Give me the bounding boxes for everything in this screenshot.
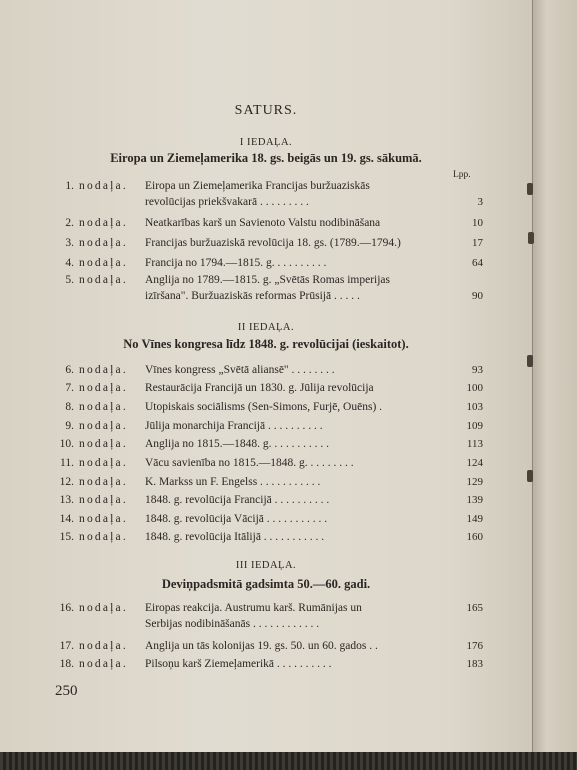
chapter-word: nodaļa.: [79, 237, 128, 249]
chapter-number: 6.: [65, 364, 74, 376]
chapter-word: nodaļa.: [79, 658, 128, 670]
chapter-number: 7.: [65, 382, 74, 394]
chapter-word: nodaļa.: [79, 457, 128, 469]
page-title: SATURS.: [234, 103, 298, 118]
chapter-title-line: Vācu savienība no 1815.—1848. g. . . . . . . . .: [145, 457, 354, 469]
page-number: 17: [472, 237, 483, 249]
chapter-number: 11.: [60, 457, 74, 469]
chapter-title-line: Pilsoņu karš Ziemeļamerikā . . . . . . . . . .: [145, 658, 332, 670]
page-number: 10: [472, 217, 483, 229]
chapter-title-line: revolūcijas priekšvakarā . . . . . . . . .: [145, 196, 309, 208]
chapter-word: nodaļa.: [79, 513, 128, 525]
table-surface: [0, 752, 577, 770]
binding-thread: [528, 232, 534, 244]
section-label: III IEDAĻA.: [235, 560, 297, 571]
binding-thread: [527, 355, 533, 367]
page-number: 3: [477, 196, 483, 208]
chapter-number: 3.: [65, 237, 74, 249]
page-number: 139: [466, 494, 483, 506]
chapter-number: 8.: [65, 401, 74, 413]
page-number: 165: [466, 602, 483, 614]
page-number: 93: [472, 364, 483, 376]
chapter-number: 9.: [65, 420, 74, 432]
chapter-word: nodaļa.: [79, 180, 128, 192]
chapter-title-line: Eiropas reakcija. Austrumu karš. Rumānijas un: [145, 602, 362, 614]
page-number: 103: [466, 401, 483, 413]
page-number: 149: [466, 513, 483, 525]
chapter-word: nodaļa.: [79, 257, 128, 269]
chapter-title-line: Anglija no 1789.—1815. g. „Svētās Romas imperijas: [145, 274, 390, 286]
page-number: 64: [472, 257, 483, 269]
chapter-word: nodaļa.: [79, 438, 128, 450]
chapter-number: 5.: [65, 274, 74, 286]
chapter-title-line: Jūlija monarchija Francijā . . . . . . . . . .: [145, 420, 323, 432]
chapter-number: 12.: [59, 476, 74, 488]
chapter-number: 2.: [65, 217, 74, 229]
chapter-title-line: K. Markss un F. Engelss . . . . . . . . . . .: [145, 476, 321, 488]
section-heading: Eiropa un Ziemeļamerika 18. gs. beigās un 19. gs. sākumā.: [110, 151, 422, 165]
binding-thread: [527, 470, 533, 482]
page-number: 160: [466, 531, 483, 543]
chapter-number: 10.: [59, 438, 74, 450]
chapter-number: 1.: [65, 180, 74, 192]
chapter-title-line: Restaurācija Francijā un 1830. g. Jūlija revolūcija: [145, 382, 374, 394]
chapter-word: nodaļa.: [79, 494, 128, 506]
page-column-label: Lpp.: [453, 170, 471, 180]
chapter-title-line: 1848. g. revolūcija Francijā . . . . . . . . . .: [145, 494, 330, 506]
chapter-number: 17.: [59, 640, 74, 652]
chapter-word: nodaļa.: [79, 364, 128, 376]
chapter-word: nodaļa.: [79, 476, 128, 488]
page-number: 183: [466, 658, 483, 670]
chapter-word: nodaļa.: [79, 531, 128, 543]
section-label: II IEDAĻA.: [237, 322, 295, 333]
chapter-word: nodaļa.: [79, 274, 128, 286]
page-number: 109: [466, 420, 483, 432]
chapter-title-line: 1848. g. revolūcija Itālijā . . . . . . . . . . .: [145, 531, 325, 543]
section-label: I IEDAĻA.: [239, 137, 293, 148]
chapter-number: 14.: [59, 513, 74, 525]
section-heading: Deviņpadsmitā gadsimta 50.—60. gadi.: [161, 577, 371, 591]
chapter-title-line: Vīnes kongress „Svētā aliansē" . . . . . . . .: [145, 364, 335, 376]
page-number: 124: [466, 457, 483, 469]
chapter-title-line: izīršana". Buržuaziskās reformas Prūsijā . . . . .: [145, 290, 360, 302]
chapter-number: 18.: [59, 658, 74, 670]
page-number: 90: [472, 290, 483, 302]
page-number: 113: [466, 438, 483, 450]
chapter-word: nodaļa.: [79, 217, 128, 229]
chapter-number: 15.: [59, 531, 74, 543]
chapter-title-line: Francija no 1794.—1815. g. . . . . . . . . .: [145, 257, 327, 269]
section-heading: No Vīnes kongresa līdz 1848. g. revolūcijai (ieskaitot).: [123, 337, 409, 351]
chapter-word: nodaļa.: [79, 640, 128, 652]
page-folio-number: 250: [55, 683, 78, 699]
page-number: 176: [466, 640, 483, 652]
chapter-title-line: Utopiskais sociālisms (Sen-Simons, Furjē, Ouēns) .: [145, 401, 383, 413]
chapter-title-line: Anglija no 1815.—1848. g. . . . . . . . . . .: [145, 438, 329, 450]
chapter-title-line: Francijas buržuaziskā revolūcija 18. gs. (1789.—1794.): [145, 237, 401, 249]
chapter-title-line: Serbijas nodibināšanās . . . . . . . . . . . .: [145, 618, 320, 630]
chapter-title-line: Neatkarības karš un Savienoto Valstu nodibināšana: [145, 217, 381, 229]
chapter-word: nodaļa.: [79, 420, 128, 432]
chapter-word: nodaļa.: [79, 382, 128, 394]
chapter-number: 4.: [65, 257, 74, 269]
chapter-number: 16.: [59, 602, 74, 614]
page-number: 129: [466, 476, 483, 488]
binding-thread: [527, 183, 533, 195]
chapter-title-line: Anglija un tās kolonijas 19. gs. 50. un 60. gados . .: [145, 640, 378, 652]
chapter-word: nodaļa.: [79, 401, 128, 413]
chapter-number: 13.: [59, 494, 74, 506]
page-number: 100: [466, 382, 483, 394]
chapter-title-line: Eiropa un Ziemeļamerika Francijas buržuaziskās: [145, 180, 370, 192]
chapter-word: nodaļa.: [79, 602, 128, 614]
adjacent-page-edge: [532, 0, 577, 752]
chapter-title-line: 1848. g. revolūcija Vācijā . . . . . . . . . . .: [145, 513, 328, 525]
